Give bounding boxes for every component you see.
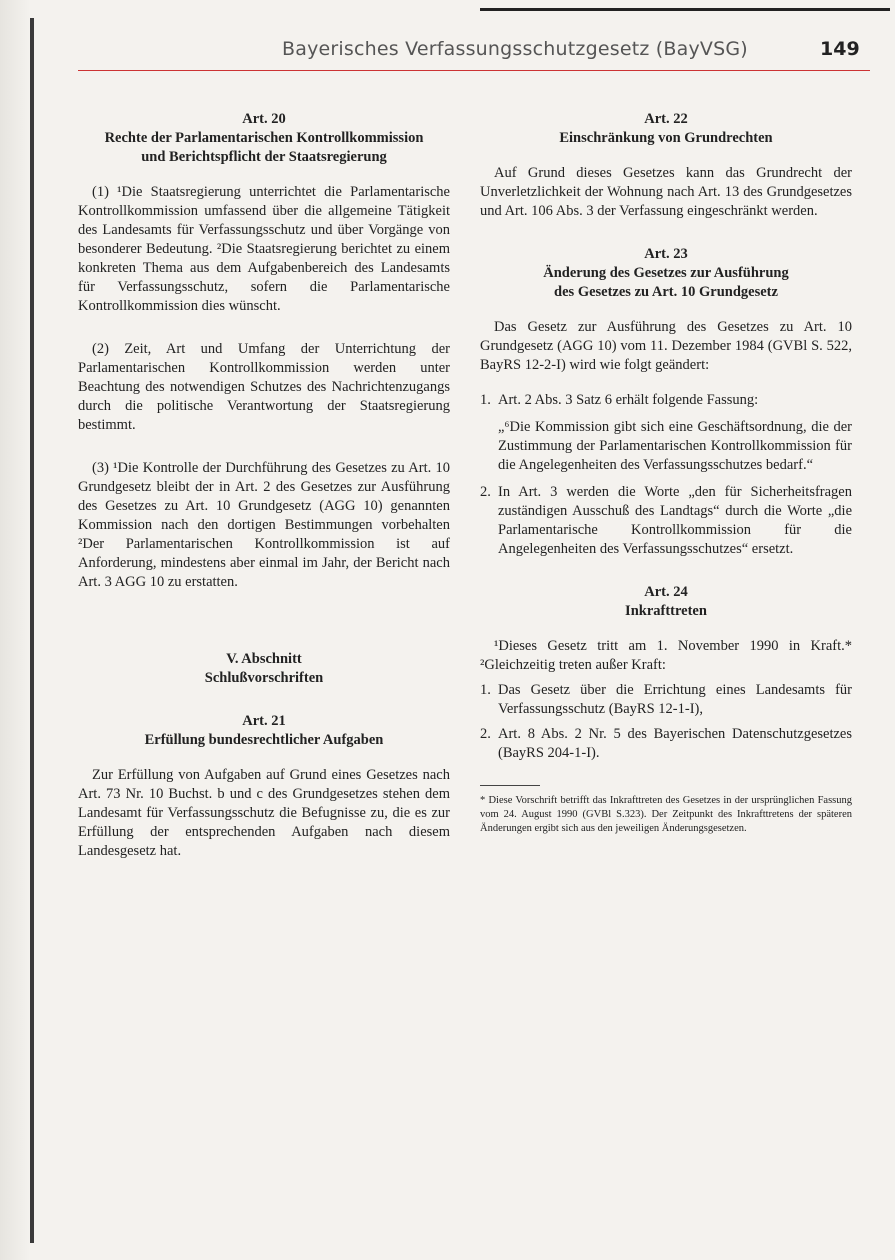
- art20-title-line2: und Berichtspflicht der Staatsregierung: [141, 149, 387, 165]
- section-title: Schlußvorschriften: [204, 670, 324, 686]
- list-number: 2.: [480, 726, 491, 742]
- art24-list-item-1: [480, 681, 852, 719]
- art24-paragraph-1: ¹Dieses Gesetz tritt am 1. November 1990 in Kraft.* ²Gleichzeitig treten außer Kraft:: [480, 638, 852, 673]
- art23-title-line2: des Gesetzes zu Art. 10 Grundgesetz: [554, 284, 778, 300]
- art24-title: Inkrafttreten: [625, 603, 707, 619]
- list-text: Das Gesetz über die Errichtung eines Landesamts für Verfassungsschutz (BayRS 12-1-I),: [498, 682, 852, 717]
- list-number: 1.: [480, 392, 491, 408]
- binding-edge: [30, 18, 34, 1243]
- list-number: 2.: [480, 484, 491, 500]
- top-rule: [480, 8, 890, 11]
- art24-heading: Art. 24: [644, 584, 688, 600]
- section-heading: V. Abschnitt: [226, 651, 302, 667]
- art22-paragraph-1: Auf Grund dieses Gesetzes kann das Grundrecht der Unverletzlichkeit der Wohnung nach Art. 13 des Grundgesetzes und Art. 106 Abs. 3 der Verfassung eingeschränkt werden.: [480, 165, 852, 219]
- list-text: In Art. 3 werden die Worte „den für Sicherheitsfragen zuständigen Ausschuß des Landtags“ durch die Worte „die Parlamentarische Kontrollkommission für die Angelegenheiten des Verfassungsschutzes“ ersetzt.: [498, 484, 852, 557]
- art23-quote: „⁶Die Kommission gibt sich eine Geschäftsordnung, die der Zustimmung der Parlamentarischen Kontrollkommission für die Angelegenheiten des Verfassungsschutzes bedarf.“: [498, 419, 852, 473]
- art22-title: Einschränkung von Grundrechten: [559, 130, 773, 146]
- list-text: Art. 2 Abs. 3 Satz 6 erhält folgende Fassung:: [498, 392, 759, 408]
- art22-heading: Art. 22: [644, 111, 688, 127]
- art23-list-item-2: [480, 483, 852, 559]
- art20-heading: Art. 20: [242, 111, 286, 127]
- footnote: * Diese Vorschrift betrifft das Inkrafttreten des Gesetzes in der ursprünglichen Fassung vom 24. August 1990 (GVBl S.323). Der Zeitpunkt des Inkrafttretens der späteren Änderungen ergibt sich aus den jeweiligen Änderungsgesetzen.: [480, 795, 852, 834]
- art20-paragraph-3: (3) ¹Die Kontrolle der Durchführung des Gesetzes zu Art. 10 Grundgesetz bleibt der in Art. 2 des Gesetzes zur Ausführung des Gesetzes zu Art. 10 Grundgesetz (AGG 10) genannten Kommission nach den dortigen Bestimmungen vorbehalten ²Der Parlamentarischen Kontrollkommission ist auf Anforderung, mindestens aber einmal im Jahr, der Bericht nach Art. 3 AGG 10 zu erstatten.: [78, 460, 450, 590]
- page-gutter: [0, 0, 30, 1260]
- right-column: [480, 110, 852, 836]
- art24-list-item-2: [480, 725, 852, 763]
- art23-paragraph-1: Das Gesetz zur Ausführung des Gesetzes zu Art. 10 Grundgesetz (AGG 10) vom 11. Dezember 1984 (GVBl S. 522, BayRS 12-2-I) wird wie folgt geändert:: [480, 319, 852, 373]
- list-number: 1.: [480, 682, 491, 698]
- footnote-rule: [480, 785, 540, 786]
- art21-paragraph-1: Zur Erfüllung von Aufgaben auf Grund eines Gesetzes nach Art. 73 Nr. 10 Buchst. b und c des Grundgesetzes stehen dem Landesamt für Verfassungsschutz die Befugnisse zu, die es zur Erfüllung der entsprechenden Aufgaben nach diesem Landesgesetz hat.: [78, 767, 450, 859]
- page-number: 149: [820, 38, 860, 60]
- art20-paragraph-1: (1) ¹Die Staatsregierung unterrichtet die Parlamentarische Kontrollkommission umfassend über die allgemeine Tätigkeit des Landesamts für Verfassungsschutz und über Vorgänge von besonderer Bedeutung. ²Die Staatsregierung berichtet zu einem konkreten Thema aus dem Aufgabenbereich des Landesamts für Verfassungsschutz, sofern die Parlamentarische Kontrollkommission dies wünscht.: [78, 184, 450, 314]
- art23-heading: Art. 23: [644, 246, 688, 262]
- art21-heading: Art. 21: [242, 713, 286, 729]
- art20-paragraph-2: (2) Zeit, Art und Umfang der Unterrichtung der Parlamentarischen Kontrollkommission werden unter Beachtung des notwendigen Schutzes des Nachrichtenzugangs durch die politische Verantwortung der Staatsregierung bestimmt.: [78, 341, 450, 433]
- art21-title: Erfüllung bundesrechtlicher Aufgaben: [144, 732, 384, 748]
- header-rule: [78, 70, 870, 71]
- art20-title-line1: Rechte der Parlamentarischen Kontrollkommission: [104, 130, 424, 146]
- art23-list-item-1: [480, 391, 852, 410]
- left-column: [78, 110, 450, 861]
- running-header-title: Bayerisches Verfassungsschutzgesetz (BayVSG): [282, 38, 748, 60]
- list-text: Art. 8 Abs. 2 Nr. 5 des Bayerischen Datenschutzgesetzes (BayRS 204-1-I).: [498, 726, 852, 761]
- art23-title-line1: Änderung des Gesetzes zur Ausführung: [543, 265, 789, 281]
